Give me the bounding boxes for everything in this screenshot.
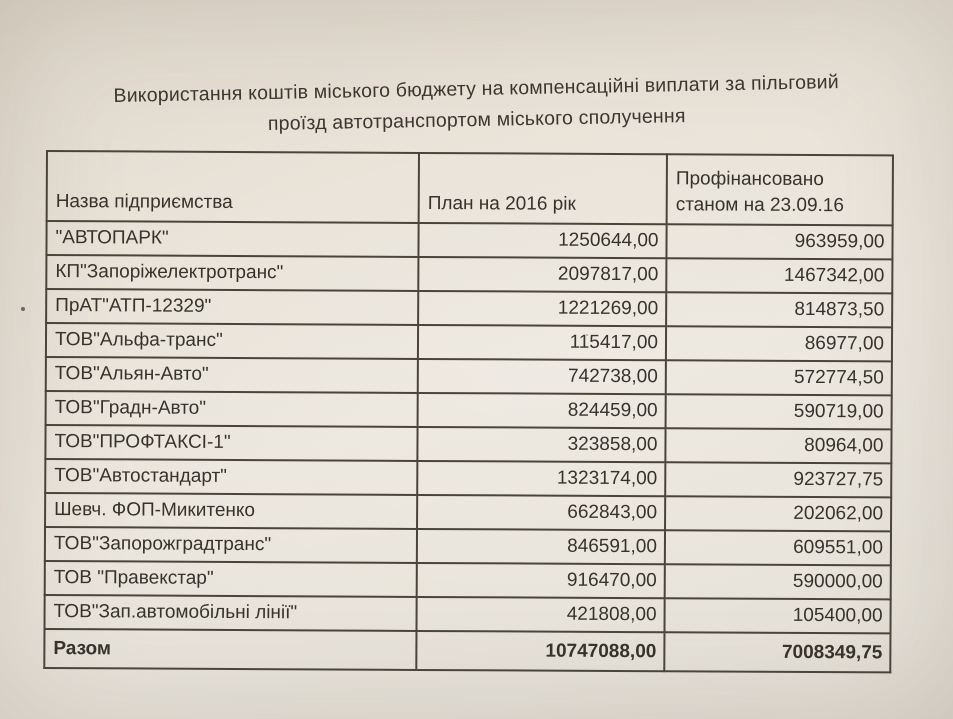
document-title <box>54 66 898 144</box>
funded-cell: 590719,00 <box>666 394 892 429</box>
company-name-cell: ТОВ"Альфа-транс" <box>46 323 418 359</box>
table-row <box>45 425 891 463</box>
company-name-cell: "АВТОПАРК" <box>46 221 418 257</box>
company-name-cell: Шевч. ФОП-Микитенко <box>45 493 417 529</box>
header-plan-2016: План на 2016 рік <box>419 153 667 224</box>
company-name-cell: ТОВ"Запорожградтранс" <box>45 527 417 563</box>
table-row <box>45 493 891 531</box>
plan-cell: 421808,00 <box>416 597 664 632</box>
table-row <box>46 255 892 293</box>
table-row <box>45 459 891 497</box>
funded-cell: 80964,00 <box>665 428 891 463</box>
plan-cell: 1323174,00 <box>417 461 665 496</box>
funded-cell: 202062,00 <box>665 496 891 531</box>
table-row <box>46 221 892 259</box>
plan-cell: 916470,00 <box>417 563 665 598</box>
plan-cell: 846591,00 <box>417 529 665 564</box>
company-name-cell: ТОВ"ПРОФТАКСІ-1" <box>45 425 417 461</box>
funded-cell: 105400,00 <box>664 598 890 633</box>
funded-cell: 963959,00 <box>666 224 892 259</box>
funded-cell: 814873,50 <box>666 292 892 327</box>
header-funded <box>667 154 893 225</box>
table-header-row <box>47 151 893 225</box>
title-line-2: проїзд автотранспортом міського сполучення <box>267 104 686 136</box>
plan-cell: 662843,00 <box>417 495 665 530</box>
table-row <box>46 289 892 327</box>
header-company-name: Назва підприємства <box>47 151 419 223</box>
plan-cell: 323858,00 <box>417 427 665 462</box>
company-name-cell: ТОВ"Зап.автомобільні лінії" <box>44 595 416 631</box>
table-row <box>46 391 892 429</box>
company-name-cell: ТОВ"Альян-Авто" <box>46 357 418 393</box>
total-label-cell: Разом <box>44 629 416 670</box>
funded-cell: 609551,00 <box>665 530 891 565</box>
company-name-cell: ТОВ"Градн-Авто" <box>46 391 418 427</box>
plan-cell: 824459,00 <box>418 393 666 428</box>
table-total-row <box>44 629 890 672</box>
budget-table <box>43 150 894 673</box>
table-row <box>46 323 892 361</box>
plan-cell: 742738,00 <box>418 359 666 394</box>
plan-cell: 2097817,00 <box>418 257 666 292</box>
header-funded-line-1: Профінансовано <box>675 168 824 191</box>
paper-speck <box>21 307 25 311</box>
total-plan-cell: 10747088,00 <box>416 631 664 671</box>
plan-cell: 115417,00 <box>418 325 666 360</box>
table-row <box>45 561 891 599</box>
company-name-cell: КП"Запоріжелектротранс" <box>46 255 418 291</box>
total-funded-cell: 7008349,75 <box>664 632 890 672</box>
table-row <box>45 527 891 565</box>
budget-table-container <box>43 150 894 673</box>
header-funded-line-2: станом на 23.09.16 <box>675 194 845 217</box>
plan-cell: 1250644,00 <box>418 223 666 258</box>
funded-cell: 86977,00 <box>666 326 892 361</box>
funded-cell: 1467342,00 <box>666 258 892 293</box>
company-name-cell: ТОВ"Автостандарт" <box>45 459 417 495</box>
plan-cell: 1221269,00 <box>418 291 666 326</box>
company-name-cell: ПрАТ"АТП-12329" <box>46 289 418 325</box>
funded-cell: 590000,00 <box>665 564 891 599</box>
paper-speck <box>586 334 588 336</box>
table-row <box>46 357 892 395</box>
table-row <box>44 595 890 633</box>
funded-cell: 572774,50 <box>666 360 892 395</box>
title-line-1: Використання коштів міського бюджету на компенсаційні виплати за пільговий <box>113 71 840 107</box>
company-name-cell: ТОВ "Правекстар" <box>45 561 417 597</box>
funded-cell: 923727,75 <box>665 462 891 497</box>
